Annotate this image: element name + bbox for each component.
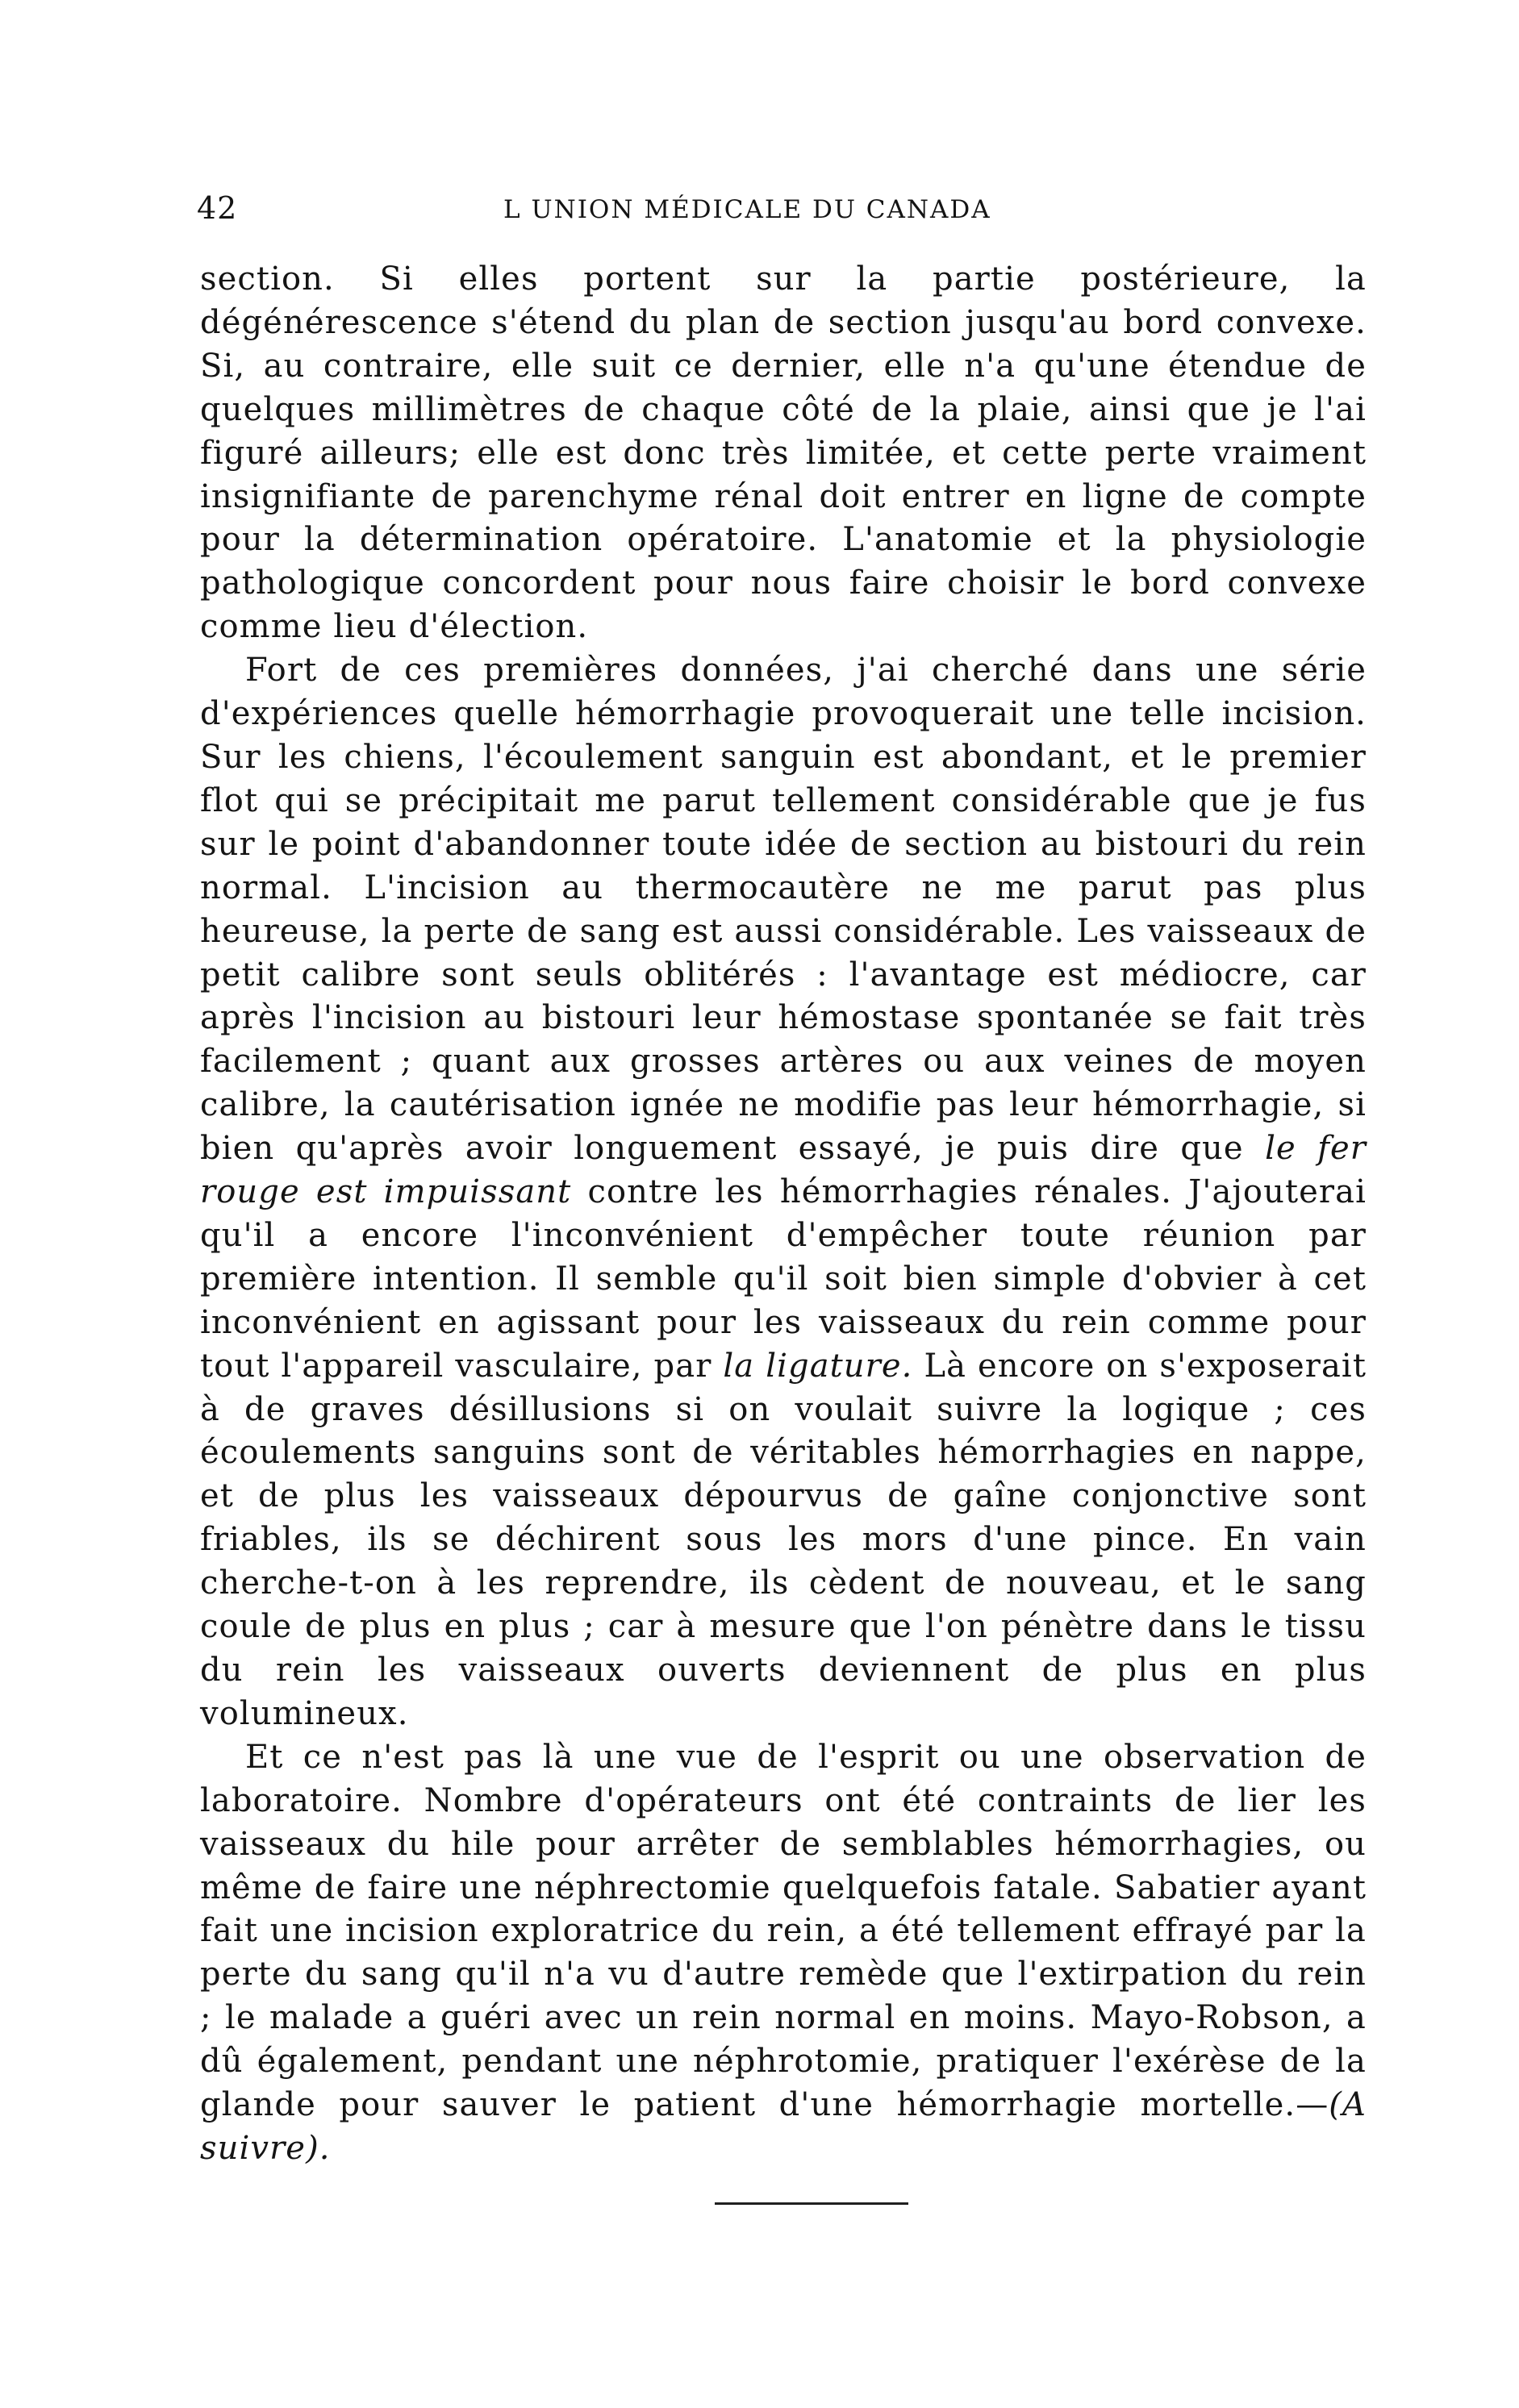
paragraph-2-text-a: Fort de ces premières données, j'ai cherché dans une série d'expériences quelle hémorrhagie provoquerait une telle incision. Sur les chiens, l'écoulement sanguin est abondant, et le premier flot qui se précipitait me parut tellement considérable que je fus sur le point d'abandonner toute idée de section au bistouri du rein normal. L'incision au thermocautère ne me parut pas plus heureuse, la perte de sang est aussi considérable. Les vaisseaux de petit calibre sont seuls oblitérés : l'avantage est médiocre, car après l'incision au bistouri leur hémostase spontanée se fait très facilement ; quant aux grosses artères ou aux veines de moyen calibre, la cautérisation ignée ne modifie pas leur hémorrhagie, si bien qu'après avoir longuement essayé, je puis dire que <box>200 652 1367 1168</box>
running-head: L UNION MÉDICALE DU CANADA <box>503 195 991 224</box>
paragraph-2-text-c: Là encore on s'exposerait à de graves désillusions si on voulait suivre la logique ; ces écoulements sanguins sont de véritables hémorrhagies en nappe, et de plus les vaisseaux dépourvus de gaîne conjonctive sont friables, ils se déchirent sous les mors d'une pince. En vain cherche-t-on à les reprendre, ils cèdent de nouveau, et le sang coule de plus en plus ; car à mesure que l'on pénètre dans le tissu du rein les vaisseaux ouverts deviennent de plus en plus volumineux. <box>200 1347 1367 1732</box>
article-body <box>200 258 1367 2171</box>
paragraph-2-text-b: contre les hémorrhagies rénales. J'ajouterai qu'il a encore l'inconvénient d'empêcher toute réunion par première intention. Il semble qu'il soit bien simple d'obvier à cet inconvénient en agissant pour les vaisseaux du rein comme pour tout l'appareil vasculaire, par <box>200 1173 1367 1385</box>
page-number: 42 <box>197 190 238 226</box>
italic-la-ligature: la ligature. <box>723 1347 913 1385</box>
paragraph-3-text: Et ce n'est pas là une vue de l'esprit ou une observation de laboratoire. Nombre d'opérateurs ont été contraints de lier les vaisseaux du hile pour arrêter de semblables hémorrhagies, ou même de faire une néphrectomie quelquefois fatale. Sabatier ayant fait une incision exploratrice du rein, a été tellement effrayé par la perte du sang qu'il n'a vu d'autre remède que l'extirpation du rein ; le malade a guéri avec un rein normal en moins. Mayo-Robson, a dû également, pendant une néphrotomie, pratiquer l'exérèse de la glande pour sauver le patient d'une hémorrhagie mortelle.— <box>200 1738 1367 2124</box>
paragraph-1 <box>200 258 1367 649</box>
paragraph-2 <box>200 649 1367 1736</box>
italic-a-suivre: (A suivre). <box>200 2086 1367 2167</box>
closing-rule <box>715 2202 908 2205</box>
page-header <box>197 190 1367 231</box>
italic-le-fer-rouge: le fer rouge est impuissant <box>200 1130 1367 1211</box>
paragraph-1-text: section. Si elles portent sur la partie postérieure, la dégénérescence s'étend du plan de section jusqu'au bord convexe. Si, au contraire, elle suit ce dernier, elle n'a qu'une étendue de quelques millimètres de chaque côté de la plaie, ainsi que je l'ai figuré ailleurs; elle est donc très limitée, et cette perte vraiment insignifiante de parenchyme rénal doit entrer en ligne de compte pour la détermination opératoire. L'anatomie et la physiologie pathologique concordent pour nous faire choisir le bord convexe comme lieu d'élection. <box>200 260 1367 646</box>
paragraph-3 <box>200 1736 1367 2171</box>
